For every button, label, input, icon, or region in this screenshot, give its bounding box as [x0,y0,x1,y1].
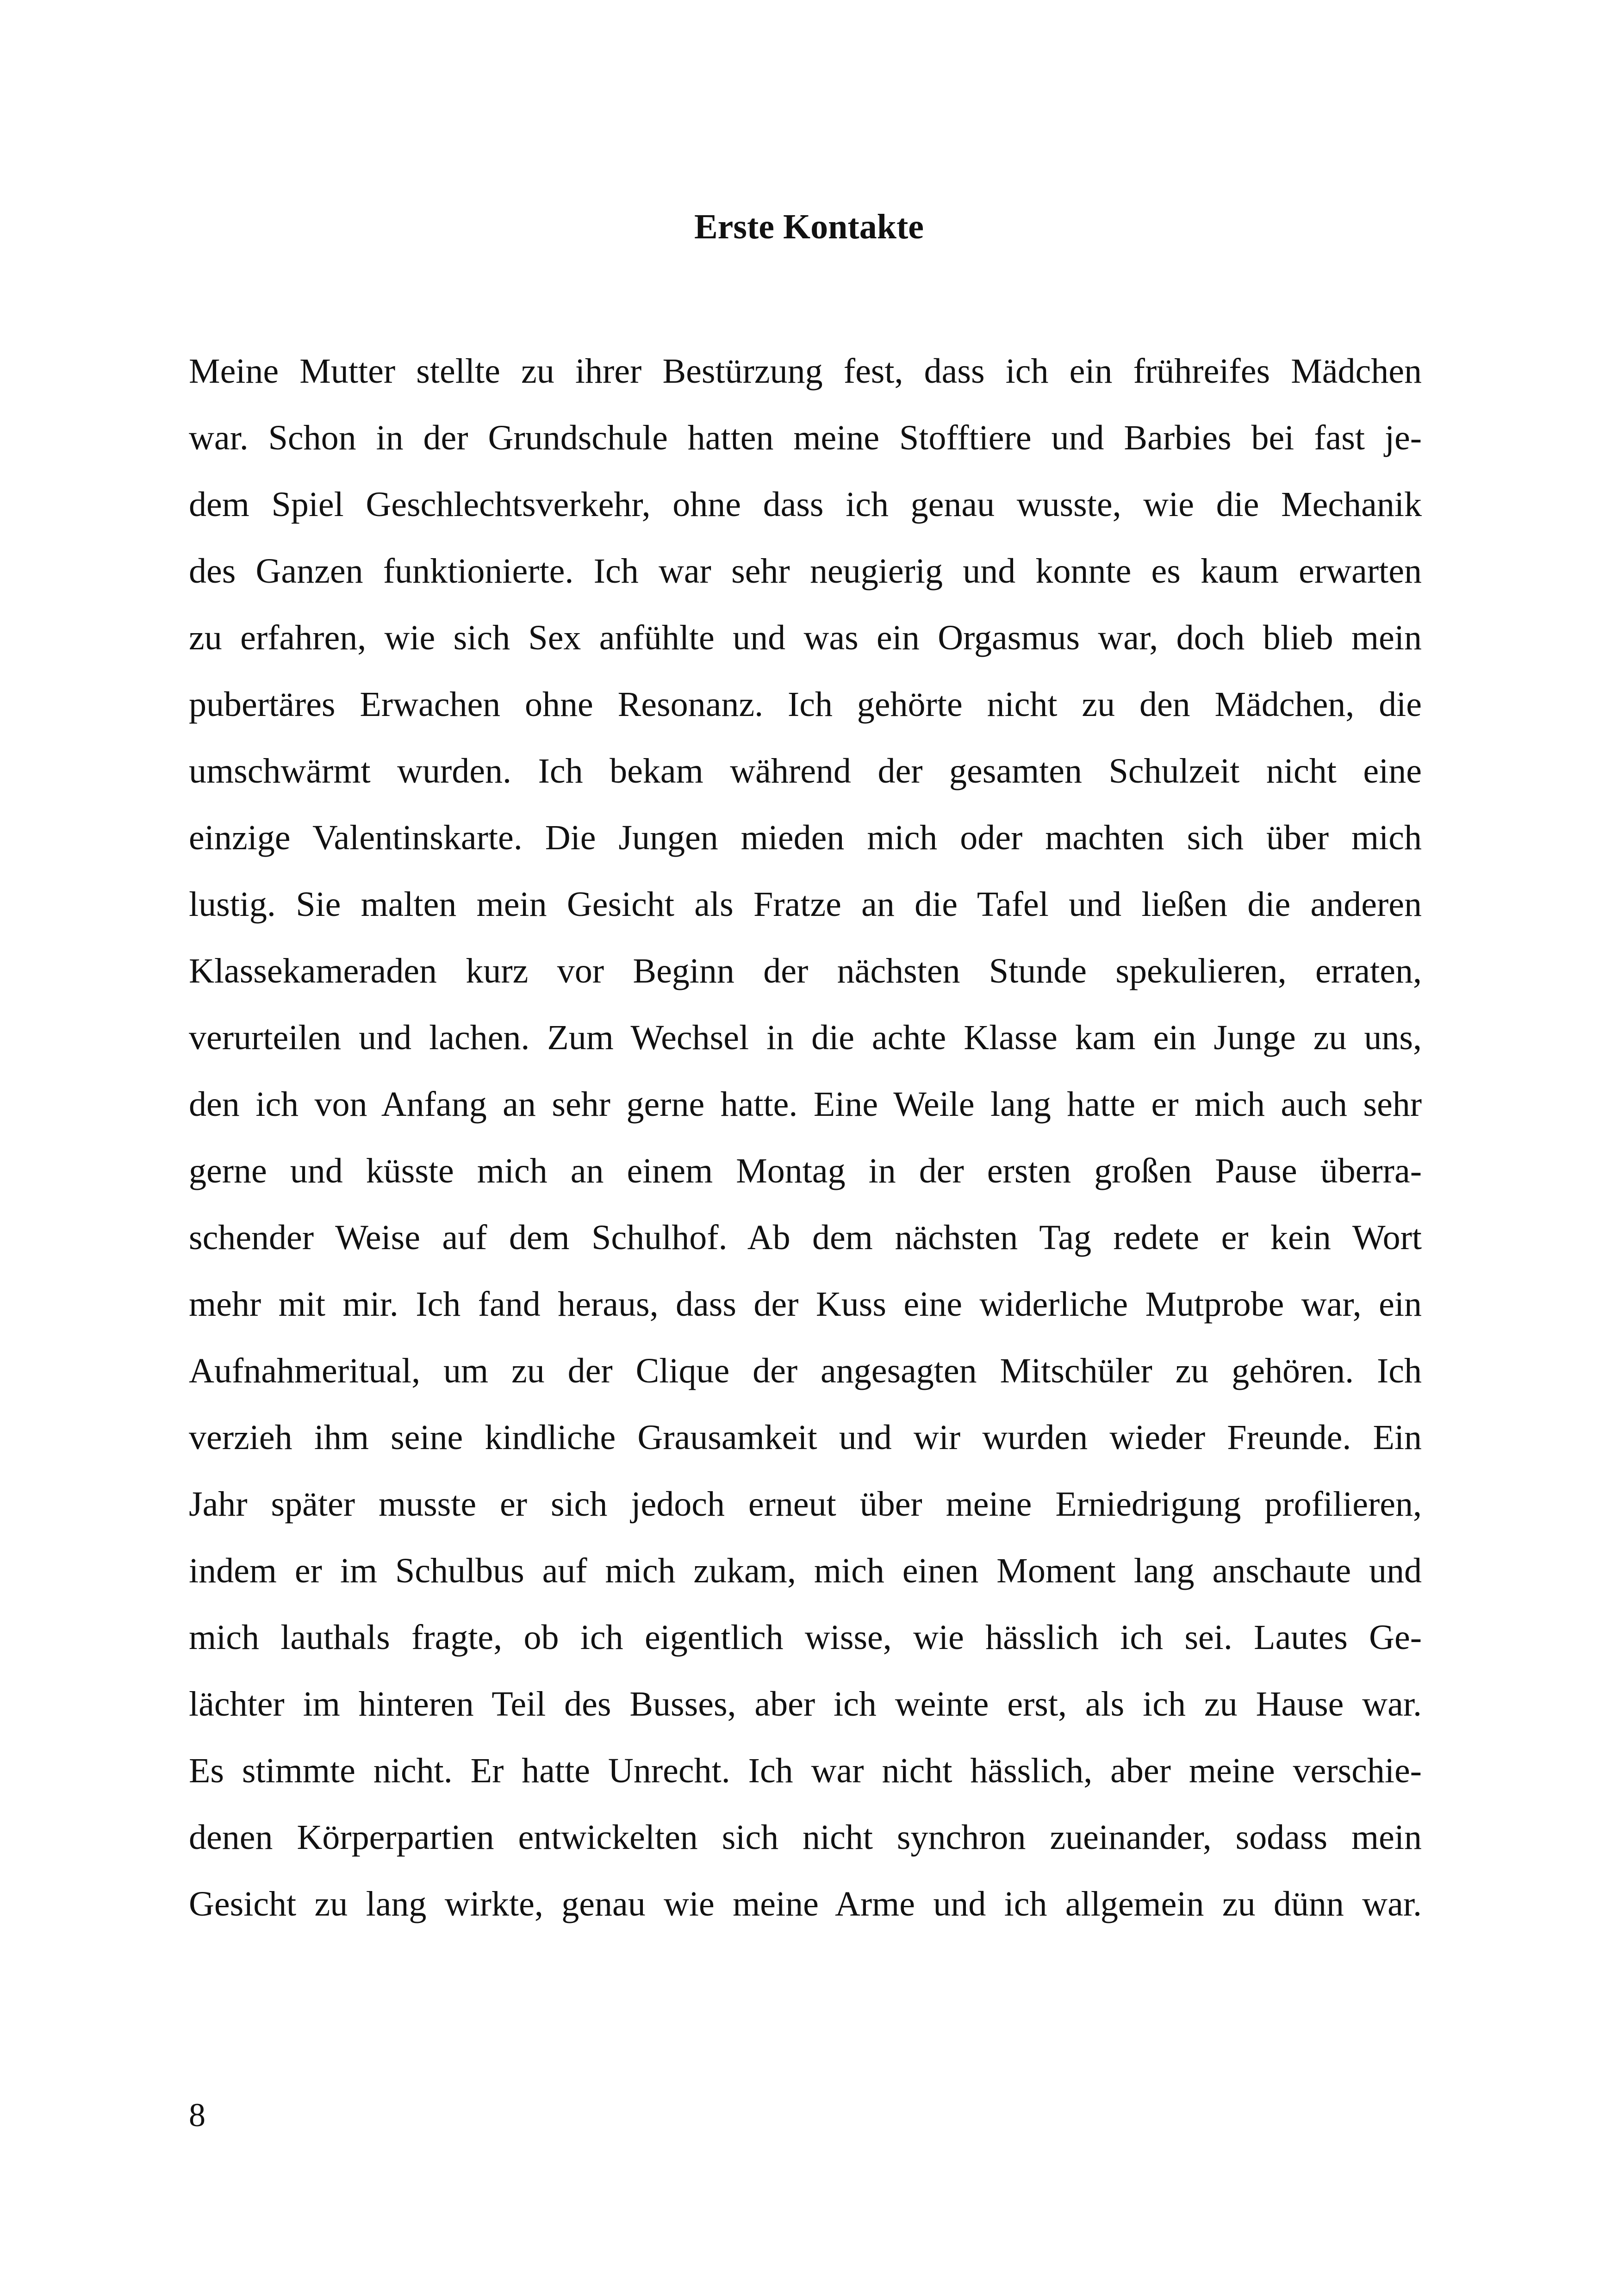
page-number: 8 [189,2097,205,2134]
text-line: schender Weise auf dem Schulhof. Ab dem nächsten Tag redete er kein Wort [189,1218,1422,1257]
text-line: Klassekameraden kurz vor Beginn der nächsten Stunde spekulieren, erraten, [189,952,1422,990]
text-line: Aufnahmeritual, um zu der Clique der angesagten Mitschüler zu gehören. Ich [189,1351,1422,1390]
text-line: einzige Valentinskarte. Die Jungen mieden mich oder machten sich über mich [189,818,1422,857]
text-line: Gesicht zu lang wirkte, genau wie meine Arme und ich allgemein zu dünn war. [189,1885,1422,1923]
text-line: verurteilen und lachen. Zum Wechsel in die achte Klasse kam ein Junge zu uns, [189,1018,1422,1057]
chapter-title: Erste Kontakte [694,207,924,246]
text-line: lächter im hinteren Teil des Busses, aber ich weinte erst, als ich zu Hause war. [189,1685,1422,1724]
text-line: indem er im Schulbus auf mich zukam, mich einen Moment lang anschaute und [189,1551,1422,1590]
text-line: des Ganzen funktionierte. Ich war sehr neugierig und konnte es kaum erwarten [189,552,1422,591]
text-line: Meine Mutter stellte zu ihrer Bestürzung fest, dass ich ein frühreifes Mädchen [189,352,1422,391]
text-line: Jahr später musste er sich jedoch erneut über meine Erniedrigung profilieren, [189,1485,1422,1524]
body-text [189,338,1422,1937]
text-line: denen Körperpartien entwickelten sich nicht synchron zueinander, sodass mein [189,1818,1422,1857]
text-line: umschwärmt wurden. Ich bekam während der gesamten Schulzeit nicht eine [189,752,1422,790]
text-line: mehr mit mir. Ich fand heraus, dass der Kuss eine widerliche Mutprobe war, ein [189,1285,1422,1324]
text-line: war. Schon in der Grundschule hatten meine Stofftiere und Barbies bei fast je- [189,418,1422,457]
text-line: mich lauthals fragte, ob ich eigentlich wisse, wie hässlich ich sei. Lautes Ge- [189,1618,1422,1657]
text-line: den ich von Anfang an sehr gerne hatte. Eine Weile lang hatte er mich auch sehr [189,1085,1422,1124]
text-line: Es stimmte nicht. Er hatte Unrecht. Ich war nicht hässlich, aber meine verschie- [189,1751,1422,1790]
text-line: zu erfahren, wie sich Sex anfühlte und was ein Orgasmus war, doch blieb mein [189,618,1422,657]
text-line: verzieh ihm seine kindliche Grausamkeit und wir wurden wieder Freunde. Ein [189,1418,1422,1457]
text-line: lustig. Sie malten mein Gesicht als Fratze an die Tafel und ließen die anderen [189,885,1422,924]
text-line: gerne und küsste mich an einem Montag in der ersten großen Pause überra- [189,1151,1422,1190]
text-line: pubertäres Erwachen ohne Resonanz. Ich gehörte nicht zu den Mädchen, die [189,685,1422,724]
text-line: dem Spiel Geschlechtsverkehr, ohne dass ich genau wusste, wie die Mechanik [189,485,1422,524]
